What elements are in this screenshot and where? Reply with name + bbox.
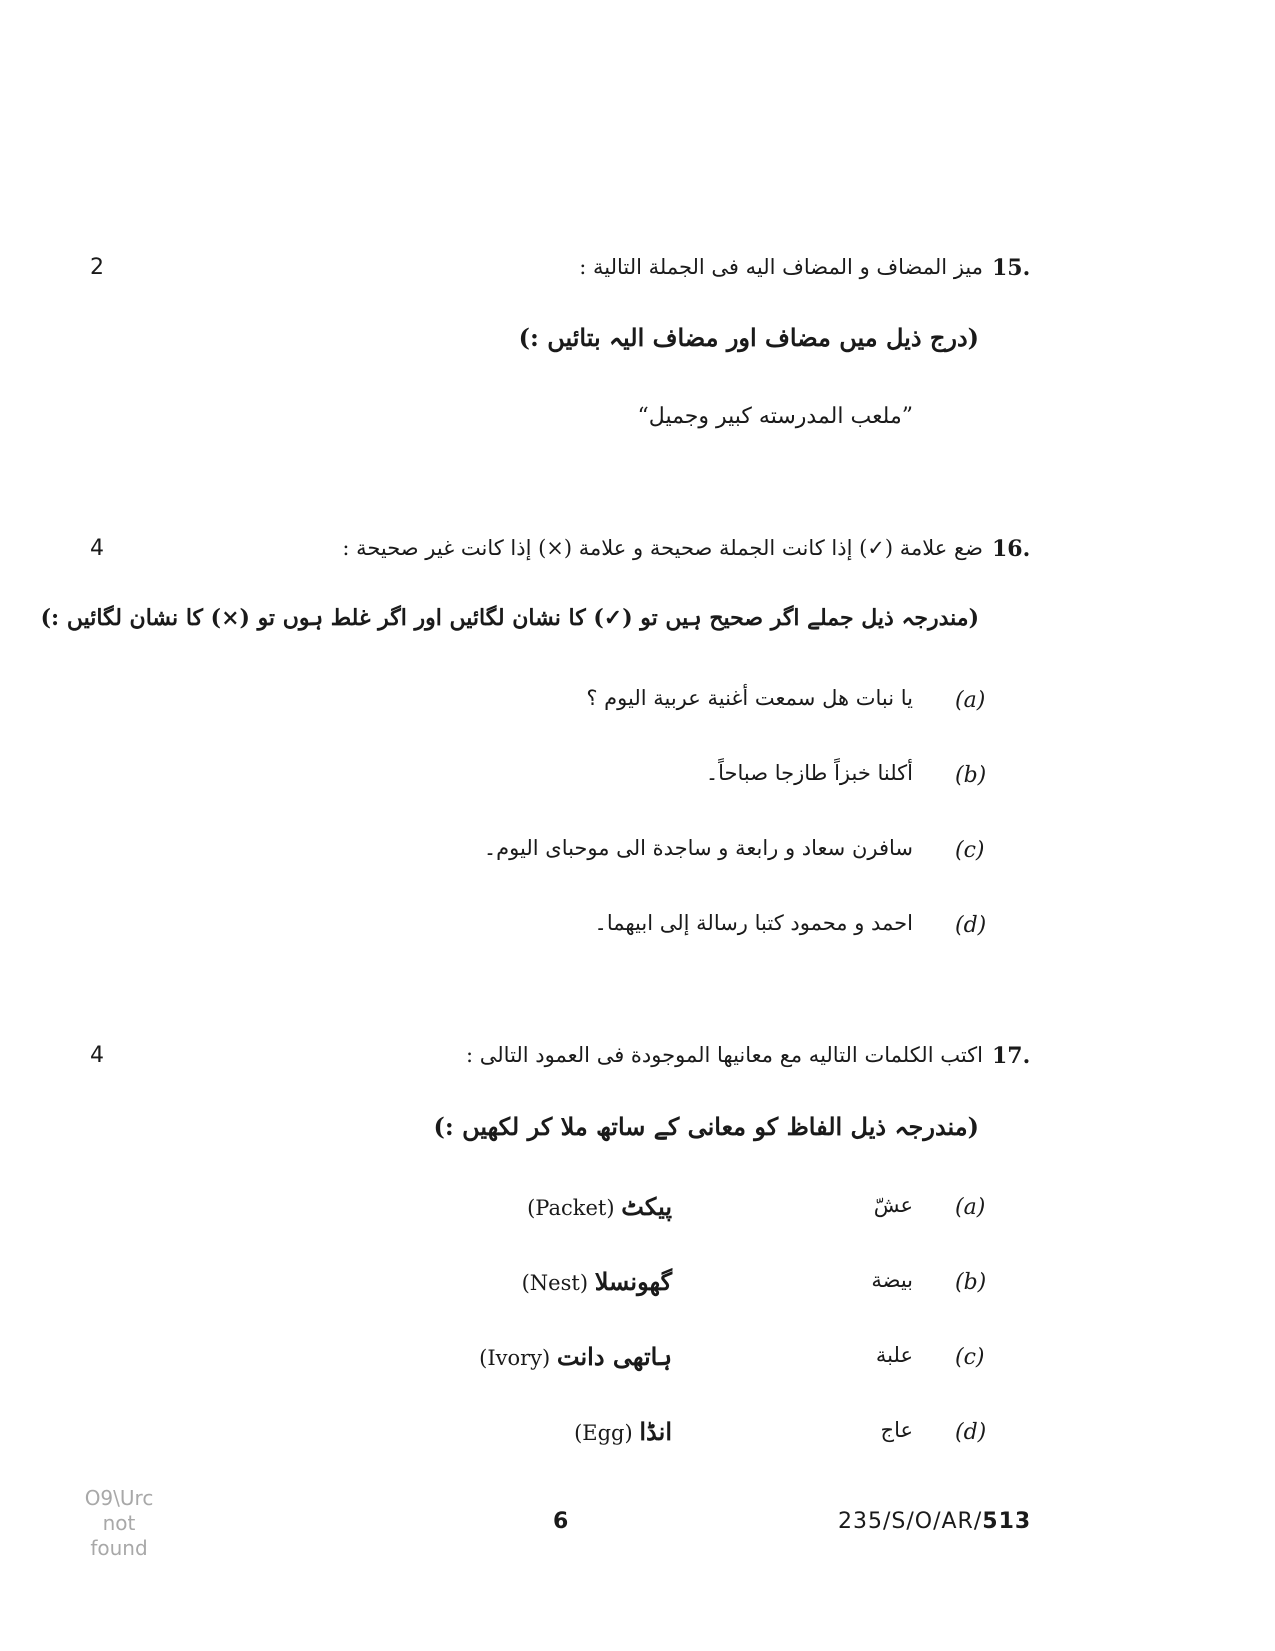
q17-pair-a-meaning [527, 1192, 672, 1221]
q17-pair-a-word: عشّ [873, 1193, 913, 1217]
page-number: 6 [553, 1509, 569, 1534]
q16-option-b-label: (b) [955, 763, 987, 788]
q15-urdu-instruction: (درج ذیل میں مضاف اور مضاف الیہ بتائیں :) [518, 323, 979, 352]
q16-option-c-text: سافرن سعاد و رابعة و ساجدة الى موحباى اليوم۔ [483, 836, 913, 860]
q17-pair-a-meaning-urdu: پیکٹ [621, 1192, 672, 1221]
q17-pair-c-meaning [479, 1342, 672, 1371]
q16-arabic-instruction: ضع علامة (✓) إذا كانت الجملة صحيحة و علامة (×) إذا كانت غير صحيحة : [342, 536, 983, 560]
q17-pair-b-word: بيضة [871, 1268, 913, 1292]
broken-image-line-2: not [102, 1511, 136, 1535]
q17-number: 17. [992, 1043, 1031, 1069]
q15-arabic-instruction: ميز المضاف و المضاف اليه فى الجملة التالية : [579, 255, 983, 279]
paper-code [838, 1509, 1031, 1534]
q17-pair-c-label: (c) [955, 1345, 985, 1370]
q17-pair-a-label: (a) [955, 1195, 986, 1220]
q17-pair-d-meaning [574, 1417, 672, 1446]
q16-marks: 4 [90, 536, 104, 561]
q17-arabic-instruction: اكتب الكلمات التاليه مع معانيها الموجودة فى العمود التالى : [466, 1043, 983, 1067]
q17-pair-b-meaning [522, 1267, 672, 1296]
broken-image-line-1: O9\Urc [84, 1486, 154, 1510]
q17-pair-d-word: عاج [880, 1418, 913, 1442]
q15-number: 15. [992, 255, 1031, 281]
q17-pair-c-meaning-urdu: ہاتھی دانت [556, 1342, 672, 1371]
q16-option-d-label: (d) [955, 913, 987, 938]
q17-pair-a-meaning-en: (Packet) [527, 1196, 615, 1220]
broken-image-placeholder [84, 1486, 154, 1561]
q16-option-b-text: أكلنا خبزاً طازجا صباحاً۔ [705, 761, 913, 785]
q17-pair-b-label: (b) [955, 1270, 987, 1295]
q17-urdu-instruction: (مندرجہ ذیل الفاظ کو معانی کے ساتھ ملا کر لکھیں :) [433, 1112, 979, 1141]
q16-option-a-text: يا نبات هل سمعت أغنية عربية اليوم ؟ [586, 686, 913, 710]
q16-urdu-instruction: (مندرجہ ذیل جملے اگر صحیح ہیں تو (✓) کا نشان لگائیں اور اگر غلط ہوں تو (×) کا نشان لگائیں :) [40, 605, 979, 631]
q17-pair-c-word: علبة [875, 1343, 913, 1367]
q16-option-c-label: (c) [955, 838, 985, 863]
q17-pair-d-meaning-urdu: انڈا [639, 1417, 672, 1446]
q15-sentence: ”ملعب المدرسته کبیر وجمیل“ [637, 404, 913, 429]
broken-image-line-3: found [90, 1536, 148, 1560]
q17-pair-d-label: (d) [955, 1420, 987, 1445]
paper-code-prefix: 235/S/O/AR/ [838, 1509, 983, 1534]
paper-code-suffix: 513 [982, 1509, 1032, 1534]
q16-option-a-label: (a) [955, 688, 986, 713]
q16-number: 16. [992, 536, 1031, 562]
q16-option-d-text: احمد و محمود كتبا رسالة إلى ابيهما۔ [594, 911, 913, 935]
q17-pair-d-meaning-en: (Egg) [574, 1421, 633, 1445]
q17-marks: 4 [90, 1043, 104, 1068]
q17-pair-b-meaning-urdu: گھونسلا [594, 1267, 672, 1296]
q17-pair-b-meaning-en: (Nest) [521, 1271, 589, 1295]
q15-marks: 2 [90, 255, 104, 280]
q17-pair-c-meaning-en: (Ivory) [479, 1346, 551, 1370]
